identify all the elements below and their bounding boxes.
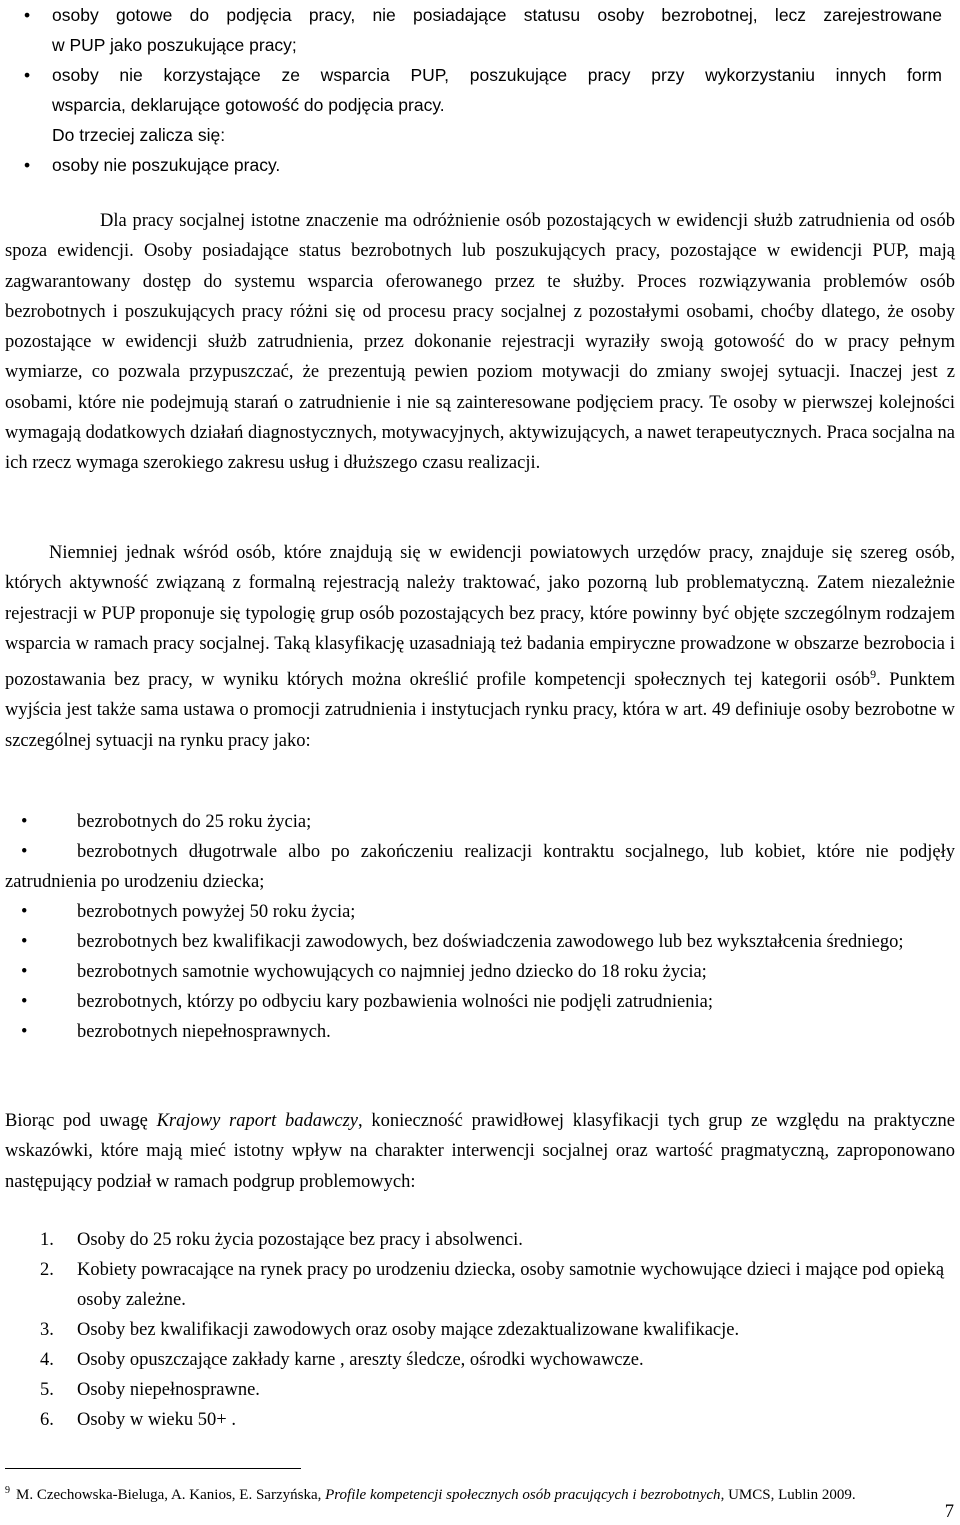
top-list-item-2	[24, 60, 942, 90]
top-list-item-1-cont	[52, 30, 942, 60]
footnote-ref[interactable]: 9	[870, 667, 877, 682]
top-list-item-3	[24, 150, 942, 180]
list-item: • bezrobotnych samotnie wychowujących co najmniej jedno dziecko do 18 roku życia;	[5, 957, 955, 987]
list-item: • bezrobotnych niepełnosprawnych.	[5, 1017, 955, 1047]
footnote-publisher: , UMCS, Lublin 2009.	[720, 1487, 856, 1503]
list-item: 4. Osoby opuszczające zakłady karne , areszty śledcze, ośrodki wychowawcze.	[40, 1345, 955, 1375]
list-item: • bezrobotnych bez kwalifikacji zawodowych, bez doświadczenia zawodowego lub bez wykształcenia średniego;	[5, 927, 955, 957]
list-item: 5. Osoby niepełnosprawne.	[40, 1375, 955, 1405]
paragraph-1-text: Dla pracy socjalnej istotne znaczenie ma odróżnienie osób pozostających w ewidencji służb zatrudnienia od osób spoza ewidencji. Osoby posiadające status bezrobotnych lub poszukujących pracy, pozostające w ewidencji PUP, mają zagwarantowany dostęp do systemu wsparcia oferowanego przez te służby. Proces rozwiązywania problemów osób bezrobotnych i poszukujących pracy różni się od procesu pracy socjalnej z pozostałymi osobami, choćby dlatego, że osoby pozostające w ewidencji służb zatrudnienia, przez dokonanie rejestracji wyraziły swoją gotowość do w pracy pełnym wymiarze, co pozwala przypuszczać, że prezentują pewien poziom motywacji do zmiany swojej sytuacji. Inaczej jest z osobami, które nie podejmują starań o zatrudnienie i nie są zainteresowane podjęciem pracy. Te osoby w pierwszej kolejności wymagają dodatkowych działań diagnostycznych, motywacyjnych, aktywizujących, a nawet terapeutycznych. Praca socjalna na ich rzecz wymaga szerokiego zakresu usług i dłuższego czasu realizacji.	[5, 211, 955, 474]
paragraph-3	[5, 1106, 955, 1197]
paragraph-2-tail: . Punktem wyjścia jest także sama ustawa o promocji zatrudnienia i instytucjach rynku pracy, która w art. 49 definiuje osoby bezrobotne w szczególnej sytuacji na rynku pracy jako:	[5, 670, 955, 751]
top-list-item-1-line-2: w PUP jako poszukujące pracy;	[52, 35, 297, 55]
bullet-icon: •	[21, 932, 28, 952]
bullet-icon: •	[21, 992, 28, 1012]
bullet-icon: •	[21, 902, 28, 922]
top-list-item-1	[24, 0, 942, 30]
list-item: 1. Osoby do 25 roku życia pozostające bez pracy i absolwenci.	[40, 1225, 955, 1255]
footnote	[5, 1481, 955, 1505]
list-number: 2.	[40, 1260, 54, 1280]
bullet-icon: •	[21, 842, 28, 862]
list-number: 4.	[40, 1350, 54, 1370]
top-list-item-2-line-1: osoby nie korzystające ze wsparcia PUP, poszukujące pracy przy wykorzystaniu innych form	[52, 65, 942, 85]
bullet-icon: •	[24, 5, 31, 25]
top-list-item-2-line-2: wsparcia, deklarujące gotowość do podjęcia pracy.	[52, 95, 445, 115]
report-title: Krajowy raport badawczy	[156, 1111, 359, 1131]
footnote-title: Profile kompetencji społecznych osób pracujących i bezrobotnych	[325, 1487, 721, 1503]
paragraph-3-post: , konieczność prawidłowej klasyfikacji tych grup ze względu na praktyczne wskazówki, które mają mieć istotny wpływ na charakter interwencji socjalnej oraz wartość pragmatyczną, zaproponowano następujący podział w ramach podgrup problemowych:	[5, 1111, 955, 1192]
subgroups-list	[40, 1225, 955, 1435]
page-number: 7	[944, 1502, 954, 1522]
list-number: 5.	[40, 1380, 54, 1400]
paragraph-2-text: Niemniej jednak wśród osób, które znajdują się w ewidencji powiatowych urzędów pracy, znajduje się szereg osób, których aktywność związaną z formalną rejestracją należy traktować, jako pozorną lub problematyczną. Zatem niezależnie rejestracji w PUP proponuje się typologię grup osób pozostających bez pracy, które powinny być objęte szczególnym rodzajem wsparcia w ramach pracy socjalnej. Taką klasyfikację uzasadniają też badania empiryczne prowadzone w obszarze bezrobocia i pozostawania bez pracy, w wyniku których można określić profile kompetencji społecznych tej kategorii osób	[5, 543, 955, 691]
bullet-icon: •	[21, 962, 28, 982]
list-item: 3. Osoby bez kwalifikacji zawodowych oraz osoby mające zdezaktualizowane kwalifikacje.	[40, 1315, 955, 1345]
list-item: 6. Osoby w wieku 50+ .	[40, 1405, 955, 1435]
list-item: • bezrobotnych do 25 roku życia;	[5, 807, 955, 837]
third-group-intro-text: Do trzeciej zalicza się:	[52, 125, 226, 145]
paragraph-1	[5, 206, 955, 479]
footnote-number: 9	[5, 1485, 10, 1496]
list-item: • bezrobotnych, którzy po odbyciu kary pozbawienia wolności nie podjęli zatrudnienia;	[5, 987, 955, 1017]
paragraph-3-pre: Biorąc pod uwagę	[5, 1111, 157, 1131]
top-list-item-3-text: osoby nie poszukujące pracy.	[52, 155, 281, 175]
list-item: • bezrobotnych długotrwale albo po zakończeniu realizacji kontraktu socjalnego, lub kobiet, które nie podjęły zatrudnienia po urodzeniu dziecka;	[5, 837, 955, 897]
list-item: 2. Kobiety powracające na rynek pracy po urodzeniu dziecka, osoby samotnie wychowujące dzieci i mające pod opieką osoby zależne.	[40, 1255, 955, 1315]
unemployed-list	[5, 807, 955, 1047]
bullet-icon: •	[24, 65, 31, 85]
list-number: 1.	[40, 1230, 54, 1250]
footnote-separator	[5, 1468, 301, 1469]
bullet-icon: •	[21, 1022, 28, 1042]
paragraph-2	[5, 538, 955, 756]
footnote-authors: M. Czechowska-Bieluga, A. Kanios, E. Sarzyńska,	[16, 1487, 326, 1503]
bullet-icon: •	[24, 155, 31, 175]
third-group-intro	[52, 120, 942, 150]
top-list-item-2-cont	[52, 90, 942, 120]
bullet-icon: •	[21, 812, 28, 832]
top-list-item-1-line-1: osoby gotowe do podjęcia pracy, nie posiadające statusu osoby bezrobotnej, lecz zarejestrowane	[52, 5, 942, 25]
list-item: • bezrobotnych powyżej 50 roku życia;	[5, 897, 955, 927]
list-number: 6.	[40, 1410, 54, 1430]
list-number: 3.	[40, 1320, 54, 1340]
